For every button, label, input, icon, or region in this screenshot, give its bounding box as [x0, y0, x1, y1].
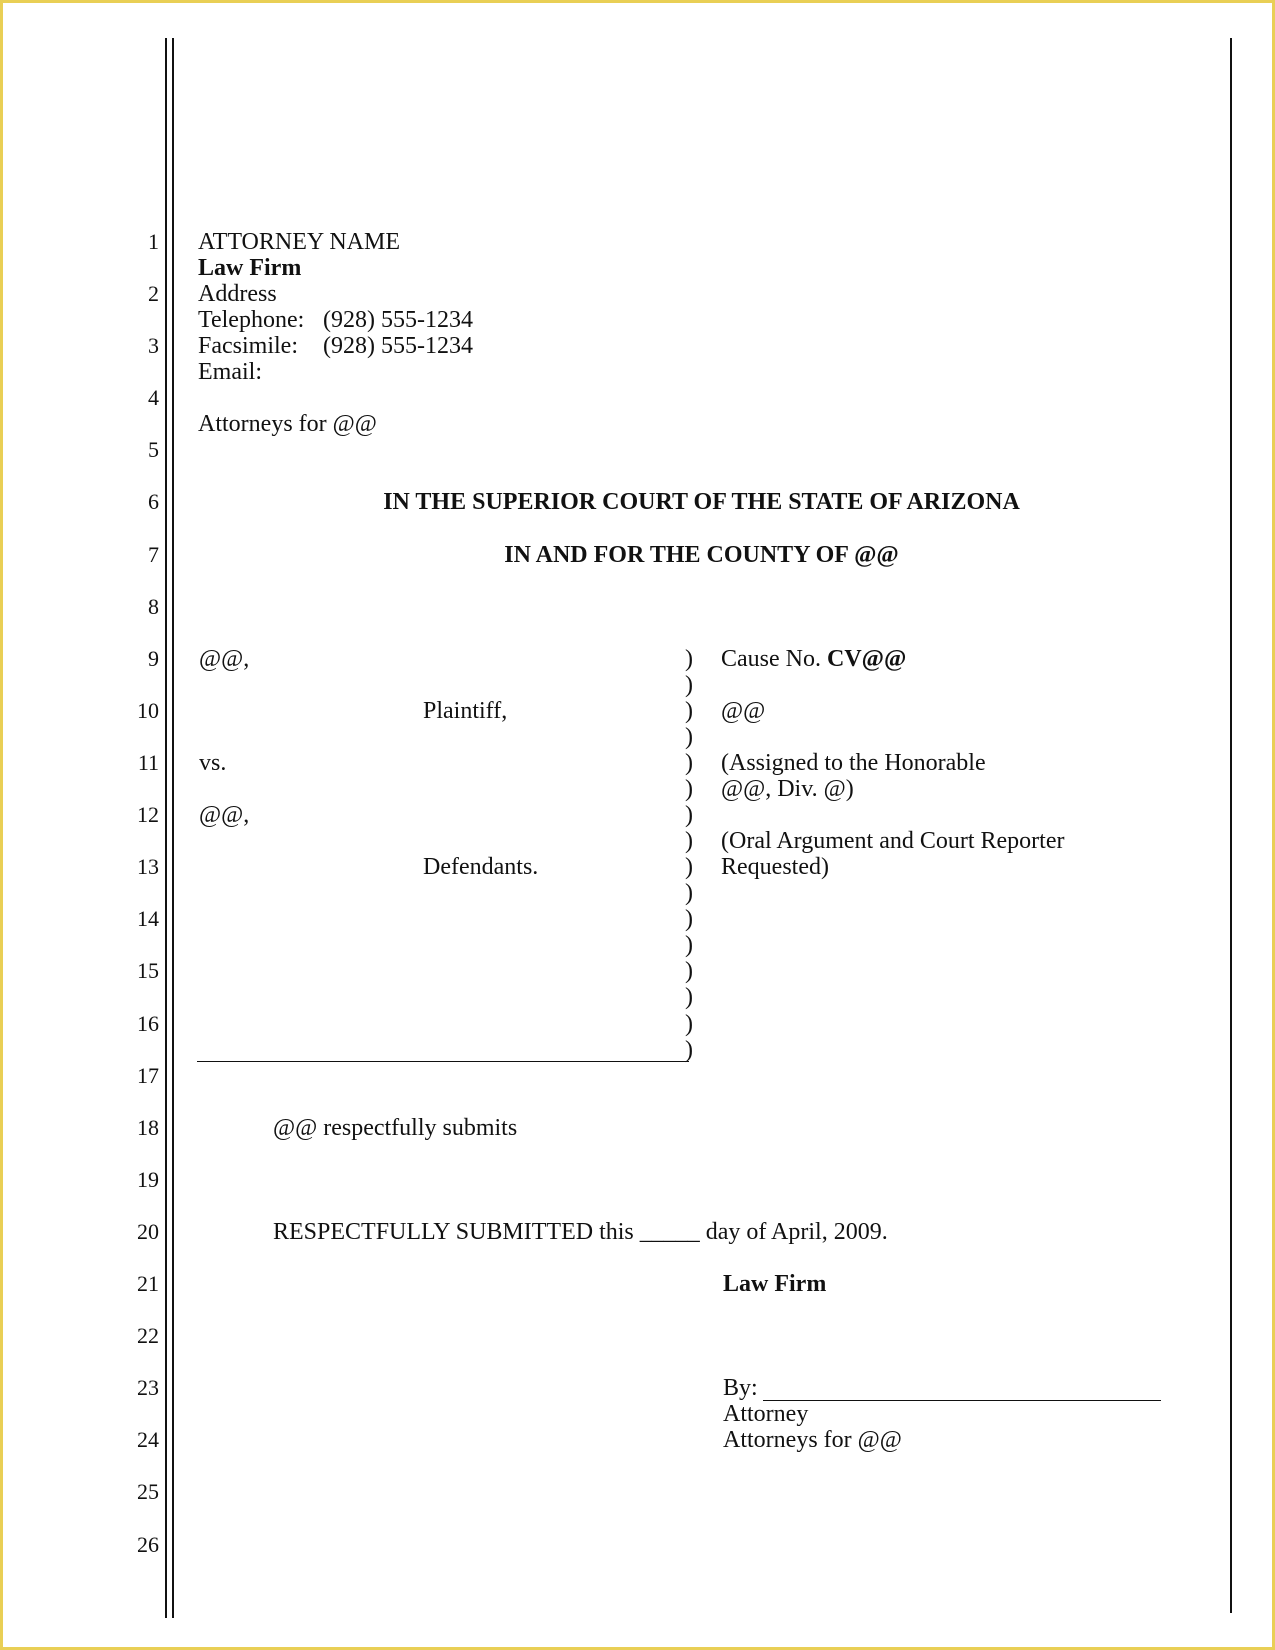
caption-paren: ) [685, 698, 693, 724]
line-number: 12 [137, 802, 159, 827]
caption-underline [197, 1061, 689, 1062]
line-number: 8 [148, 594, 159, 619]
caption-paren: ) [685, 1037, 693, 1063]
caption-paren: ) [685, 880, 693, 906]
line-number: 26 [137, 1532, 159, 1557]
line-number: 22 [137, 1323, 159, 1348]
caption-paren: ) [685, 672, 693, 698]
left-margin-rule-inner [172, 38, 174, 1618]
line-number: 11 [137, 750, 159, 775]
signature-law-firm: Law Firm [723, 1271, 827, 1297]
defendants-label: Defendants. [423, 854, 539, 880]
attorney-name: ATTORNEY NAME [198, 229, 400, 255]
caption-paren: ) [685, 854, 693, 880]
line-number: 10 [137, 698, 159, 723]
left-margin-rule-outer [165, 38, 167, 1618]
signature-line [763, 1400, 1161, 1401]
caption-paren: ) [685, 984, 693, 1010]
caption-paren: ) [685, 724, 693, 750]
caption-paren: ) [685, 958, 693, 984]
oral-argument-line2: Requested) [721, 854, 829, 880]
submitted-line: RESPECTFULLY SUBMITTED this _____ day of April, 2009. [273, 1219, 888, 1245]
line-number: 17 [137, 1063, 159, 1088]
plaintiff-label: Plaintiff, [423, 698, 508, 724]
oral-argument-line1: (Oral Argument and Court Reporter [721, 828, 1065, 854]
telephone-value: (928) 555-1234 [323, 307, 473, 333]
line-number: 15 [137, 958, 159, 983]
facsimile-label: Facsimile: [198, 333, 298, 359]
plaintiff-name: @@, [199, 646, 250, 672]
line-number: 24 [137, 1427, 159, 1452]
body-paragraph: @@ respectfully submits [273, 1115, 518, 1141]
line-number: 3 [148, 333, 159, 358]
line-number: 16 [137, 1011, 159, 1036]
law-firm: Law Firm [198, 255, 302, 281]
assigned-judge-line1: (Assigned to the Honorable [721, 750, 986, 776]
line-number: 21 [137, 1271, 159, 1296]
signature-attorney: Attorney [723, 1401, 809, 1427]
line-number: 20 [137, 1219, 159, 1244]
line-number: 7 [148, 542, 159, 567]
address: Address [198, 281, 277, 307]
line-number: 25 [137, 1479, 159, 1504]
line-number: 23 [137, 1375, 159, 1400]
email-label: Email: [198, 359, 262, 385]
caption-paren: ) [685, 776, 693, 802]
line-number: 19 [137, 1167, 159, 1192]
line-number: 1 [148, 229, 159, 254]
caption-paren: ) [685, 802, 693, 828]
line-number: 2 [148, 281, 159, 306]
versus: vs. [199, 750, 227, 776]
court-title: IN THE SUPERIOR COURT OF THE STATE OF ARIZONA [383, 489, 1020, 515]
line-number: 14 [137, 906, 159, 931]
signature-by-label: By: [723, 1375, 758, 1401]
caption-paren: ) [685, 750, 693, 776]
cause-number-label: Cause No. [721, 646, 827, 672]
cause-number [721, 646, 906, 672]
defendant-name: @@, [199, 802, 250, 828]
telephone-label: Telephone: [198, 307, 305, 333]
court-county: IN AND FOR THE COUNTY OF @@ [504, 542, 899, 568]
line-number: 6 [148, 489, 159, 514]
caption-paren: ) [685, 828, 693, 854]
cause-number-value: CV@@ [826, 646, 907, 672]
signature-attorneys-for: Attorneys for @@ [723, 1427, 902, 1453]
caption-paren: ) [685, 646, 693, 672]
attorneys-for: Attorneys for @@ [198, 411, 377, 437]
caption-paren: ) [685, 1011, 693, 1037]
line-number: 9 [148, 646, 159, 671]
right-margin-rule [1230, 38, 1232, 1613]
caption-paren: ) [685, 932, 693, 958]
line-number: 18 [137, 1115, 159, 1140]
facsimile-value: (928) 555-1234 [323, 333, 473, 359]
document-title: @@ [721, 698, 766, 724]
line-number: 13 [137, 854, 159, 879]
line-number: 4 [148, 385, 159, 410]
assigned-judge-line2: @@, Div. @) [721, 776, 854, 802]
caption-paren: ) [685, 906, 693, 932]
line-number: 5 [148, 437, 159, 462]
